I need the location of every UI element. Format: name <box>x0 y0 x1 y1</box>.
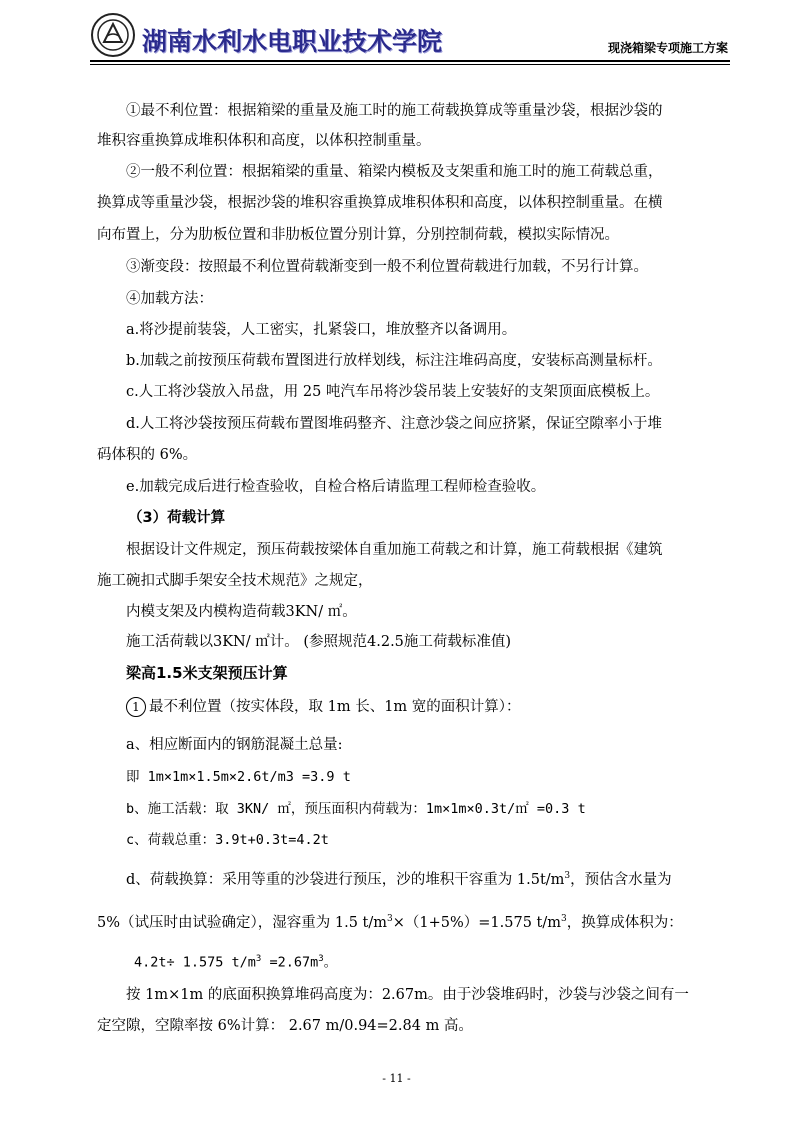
paragraph-line: a、相应断面内的钢筋混凝土总量: <box>126 737 343 753</box>
paragraph-line: d.人工将沙袋按预压荷载布置图堆码整齐、注意沙袋之间应挤紧，保证空隙率小于堆 <box>126 416 662 432</box>
paragraph-line: 码体积的 6%。 <box>97 447 198 463</box>
section-heading: （3）荷载计算 <box>128 510 226 526</box>
paragraph-line: 堆积容重换算成堆积体积和高度，以体积控制重量。 <box>97 133 431 149</box>
paragraph-line <box>126 697 521 717</box>
school-logo-icon <box>90 12 136 58</box>
text-run: ×（1+5%）=1.575 t/m <box>392 914 561 931</box>
page-header <box>90 12 730 62</box>
paragraph-line: ④加载方法： <box>126 291 213 307</box>
formula-line: b、施工活载：取 3KN/ ㎡，预压面积内荷载为：1m×1m×0.3t/㎡ =0.3 t <box>126 801 586 817</box>
text-run: 5%（试压时由试验确定），湿容重为 1.5 t/m <box>97 914 387 931</box>
formula-line: c、荷载总重：3.9t+0.3t=4.2t <box>126 832 329 848</box>
paragraph-line <box>97 909 683 933</box>
formula-line: 即 1m×1m×1.5m×2.6t/m3 =3.9 t <box>126 769 351 785</box>
superscript: 3 <box>387 914 393 924</box>
paragraph-line: ③渐变段：按照最不利位置荷载渐变到一般不利位置荷载进行加载，不另行计算。 <box>126 259 648 275</box>
paragraph-line: b.加载之前按预压荷载布置图进行放样划线，标注注堆码高度，安装标高测量标杆。 <box>126 353 662 369</box>
text-run: d、荷载换算：采用等重的沙袋进行预压，沙的堆积干容重为 1.5t/m <box>126 871 565 888</box>
header-divider-thin <box>90 64 730 65</box>
paragraph-line: 施工碗扣式脚手架安全技术规范》之规定， <box>97 573 373 589</box>
paragraph-line <box>126 866 672 890</box>
superscript: 3 <box>561 914 567 924</box>
paragraph-line: e.加载完成后进行检查验收，自检合格后请监理工程师检查验收。 <box>126 479 546 495</box>
text-run: =2.67m <box>261 954 319 971</box>
superscript: 3 <box>318 954 324 964</box>
paragraph-line: 施工活荷载以3KN/ ㎡计。 (参照规范4.2.5施工荷载标准值) <box>126 634 512 650</box>
paragraph-line: 向布置上，分为肋板位置和非肋板位置分别计算，分别控制荷载，模拟实际情况。 <box>97 227 619 243</box>
paragraph-line: 内模支架及内模构造荷载3KN/ ㎡。 <box>126 604 357 620</box>
text-run: 4.2t÷ 1.575 t/m <box>134 954 256 971</box>
text-run: ，换算成体积为： <box>566 914 683 931</box>
document-title: 现浇箱梁专项施工方案 <box>607 41 728 55</box>
circled-number: 1 <box>126 697 146 717</box>
superscript: 3 <box>564 871 571 881</box>
text-run: ，预估含水量为 <box>570 871 672 888</box>
formula-line <box>134 949 337 973</box>
paragraph-line: ②一般不利位置：根据箱梁的重量、箱梁内模板及支架重和施工时的施工荷载总重， <box>126 164 663 180</box>
paragraph-line: 定空隙，空隙率按 6%计算： 2.67 m/0.94=2.84 m 高。 <box>97 1018 473 1034</box>
paragraph-line: 根据设计文件规定，预压荷载按梁体自重加施工荷载之和计算，施工荷载根据《建筑 <box>126 542 663 558</box>
header-divider <box>90 60 730 62</box>
paragraph-line: 换算成等重量沙袋，根据沙袋的堆积容重换算成堆积体积和高度，以体积控制重量。在横 <box>97 195 663 211</box>
subsection-heading: 梁高1.5米支架预压计算 <box>126 664 288 682</box>
paragraph-line: ①最不利位置：根据箱梁的重量及施工时的施工荷载换算成等重量沙袋，根据沙袋的 <box>126 103 663 119</box>
paragraph-line: 按 1m×1m 的底面积换算堆码高度为：2.67m。由于沙袋堆码时，沙袋与沙袋之间有一 <box>126 987 689 1003</box>
superscript: 3 <box>255 954 262 964</box>
paragraph-text: 最不利位置（按实体段，取 1m 长、1m 宽的面积计算）： <box>149 699 521 715</box>
school-name: 湖南水利水电职业技术学院 <box>142 27 443 56</box>
page-number: - 11 - <box>382 1072 411 1085</box>
paragraph-line: a.将沙提前装袋，人工密实，扎紧袋口，堆放整齐以备调用。 <box>126 322 517 338</box>
paragraph-line: c.人工将沙袋放入吊盘，用 25 吨汽车吊将沙袋吊装上安装好的支架顶面底模板上。 <box>126 384 660 400</box>
text-run: 。 <box>323 954 338 971</box>
